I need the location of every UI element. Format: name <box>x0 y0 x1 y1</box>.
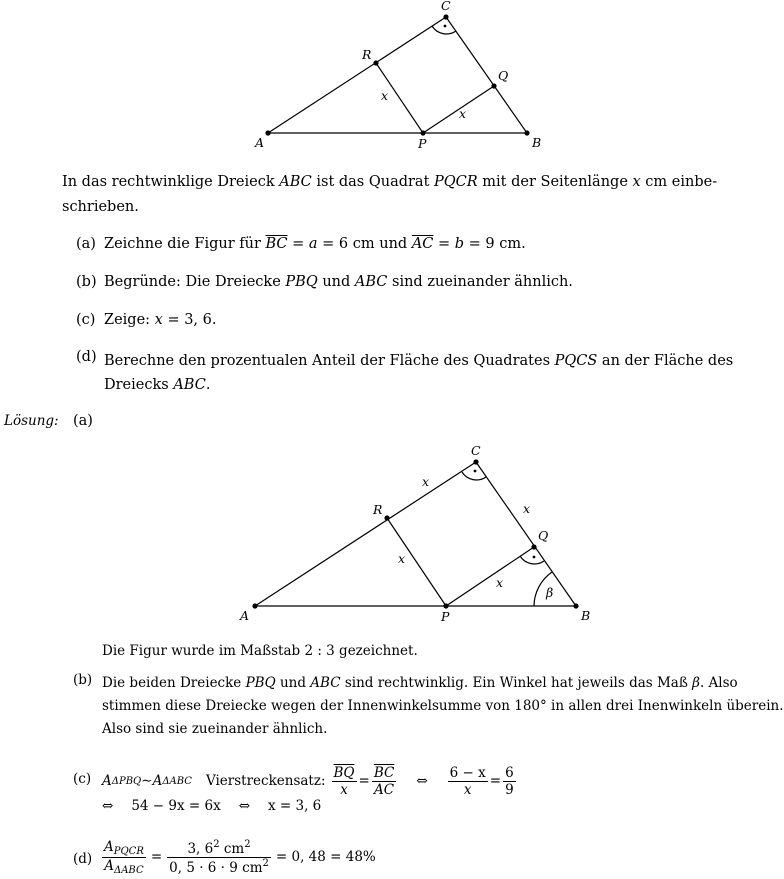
task-c-text: Zeige: x = 3, 6. <box>104 312 217 328</box>
point-r <box>384 515 389 520</box>
label-b: B <box>532 135 542 150</box>
intro-text <box>62 170 732 220</box>
label-q: Q <box>538 528 549 543</box>
label-c: C <box>471 443 481 458</box>
solution-heading: Lösung: <box>4 413 59 429</box>
solution-c-label: (c) <box>73 771 92 787</box>
point-q <box>491 83 496 88</box>
solution-d-formula: $\frac{A_{PQCR}}{A_{\Delta ABC}}$ = $\frac{3, 6^2 cm^2}{0, 5 \cdot 6 \cdot 9 cm^2}$ = 0, 48 = 48% <box>104 838 376 876</box>
task-b-label: (b) <box>76 274 97 290</box>
point-b <box>573 603 578 608</box>
task-d-text: Berechne den prozentualen Anteil der Fläche des Quadrates PQCS an der Fläche des Dreiecks ABC. <box>104 353 734 393</box>
label-b: B <box>581 608 591 623</box>
label-x-rc: x <box>422 474 430 489</box>
label-p: P <box>418 136 427 151</box>
label-p: P <box>441 609 450 624</box>
task-d-label: (d) <box>76 349 97 365</box>
label-x-pq: x <box>459 106 467 121</box>
right-angle-dot <box>444 25 447 28</box>
point-a <box>252 603 257 608</box>
task-c-label: (c) <box>76 312 96 328</box>
point-q <box>531 544 536 549</box>
task-b-text: Begründe: Die Dreiecke PBQ und ABC sind zueinander ähnlich. <box>104 274 573 290</box>
point-p <box>443 603 448 608</box>
right-angle-arc-c <box>462 472 486 480</box>
right-angle-dot-q <box>533 556 536 559</box>
task-a-label: (a) <box>76 236 96 252</box>
point-b <box>524 130 529 135</box>
figure-1-triangle <box>0 0 733 160</box>
point-a <box>265 130 270 135</box>
solution-c-line-2: ⇔ 54 − 9x = 6x ⇔ x = 3, 6 <box>102 798 322 814</box>
solution-d-label: (d) <box>73 851 93 867</box>
label-a: A <box>240 608 250 623</box>
solution-b-label: (b) <box>73 672 93 688</box>
label-x-cq: x <box>523 501 531 516</box>
point-r <box>373 60 378 65</box>
intro-line-2: schrieben. <box>62 199 139 215</box>
label-x-rp: x <box>381 88 389 103</box>
point-p <box>420 130 425 135</box>
solution-c-line-1: A ΔPBQ ∼ A ΔABC Vierstreckensatz: $\frac{\overline{BQ}}{x}$ = $\frac{\overline{BC}}{AC}$ ⇔ $\frac{6 - x}{x}$ = $\frac{6}{9}$ <box>102 764 514 798</box>
side-ac <box>255 462 476 606</box>
solution-b-text: Die beiden Dreiecke PBQ und ABC sind rechtwinklig. Ein Winkel hat jeweils das Maß β. Also stimmen diese Dreiecke wegen der Innenwinkelsumme von 180° in allen drei Inenwinkeln überein. Also sind sie zueinander ähnlich. <box>102 675 784 737</box>
scale-note: Die Figur wurde im Maßstab 2 : 3 gezeichnet. <box>102 643 418 659</box>
label-c: C <box>441 0 451 13</box>
segment-rp <box>387 518 446 606</box>
label-r: R <box>373 502 383 517</box>
solution-a-label: (a) <box>73 413 93 429</box>
label-r: R <box>362 47 372 62</box>
label-x-pq: x <box>496 575 504 590</box>
right-angle-arc-q <box>520 556 544 564</box>
side-ac <box>268 17 446 133</box>
side-bc <box>476 462 576 606</box>
point-c <box>443 14 448 19</box>
label-a: A <box>255 135 265 150</box>
point-c <box>473 459 478 464</box>
figure-2-triangle <box>0 435 733 635</box>
label-x-rp: x <box>398 551 406 566</box>
label-beta: β <box>546 585 554 600</box>
label-q: Q <box>498 68 509 83</box>
right-angle-dot-c <box>474 470 477 473</box>
segment-pq <box>446 547 534 606</box>
intro-line-1: In das rechtwinklige Dreieck ABC ist das Quadrat PQCR mit der Seitenlänge x cm einbe- <box>62 174 718 190</box>
task-a-text: Zeichne die Figur für $\overline{BC} = a = 6$ cm und $\overline{AC} = b = 9$ cm. <box>104 236 526 252</box>
